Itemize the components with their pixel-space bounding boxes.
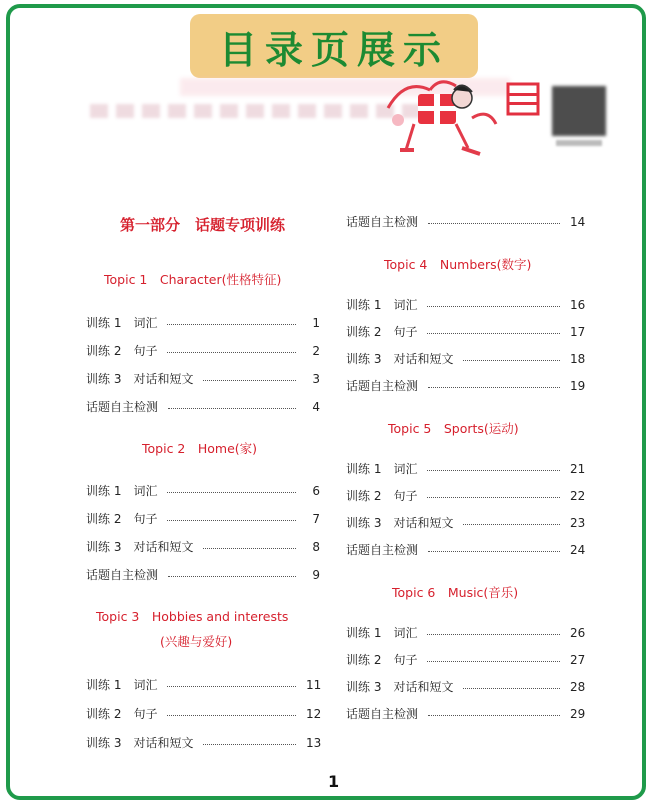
toc-entry-label: 训练 1 词汇 bbox=[86, 316, 158, 330]
toc-entry-label: 训练 3 对话和短文 bbox=[346, 352, 454, 366]
toc-entry[interactable] bbox=[86, 314, 320, 331]
toc-entry-page: 3 bbox=[312, 371, 320, 386]
toc-entry-label: 训练 2 句子 bbox=[346, 489, 418, 503]
toc-entry-label: 话题自主检测 bbox=[346, 543, 419, 557]
toc-entry[interactable] bbox=[86, 482, 320, 499]
toc-entry[interactable] bbox=[86, 398, 320, 415]
toc-entry-page: 29 bbox=[570, 706, 586, 721]
toc-entry[interactable] bbox=[346, 377, 584, 394]
contents-list-icon bbox=[506, 82, 540, 116]
toc-entry-label: 训练 3 对话和短文 bbox=[346, 680, 454, 694]
toc-entry-label: 训练 2 句子 bbox=[346, 325, 418, 339]
toc-entry[interactable] bbox=[346, 323, 584, 340]
toc-entry[interactable] bbox=[86, 370, 320, 387]
toc-entry[interactable] bbox=[346, 705, 584, 722]
toc-entry-page: 11 bbox=[306, 677, 322, 692]
toc-entry-page: 7 bbox=[312, 511, 320, 526]
toc-entry[interactable] bbox=[346, 350, 584, 367]
section-title: 第一部分 话题专项训练 bbox=[120, 216, 286, 234]
toc-entry-page: 23 bbox=[570, 515, 586, 530]
toc-leader-dots bbox=[167, 492, 296, 493]
toc-entry-page: 19 bbox=[570, 378, 586, 393]
toc-entry-page: 22 bbox=[570, 488, 586, 503]
toc-leader-dots bbox=[168, 576, 296, 577]
toc-entry-page: 14 bbox=[570, 214, 586, 229]
toc-leader-dots bbox=[463, 360, 560, 361]
toc-entry-label: 话题自主检测 bbox=[86, 568, 159, 582]
toc-leader-dots bbox=[427, 497, 560, 498]
toc-entry[interactable] bbox=[86, 342, 320, 359]
toc-entry-page: 27 bbox=[570, 652, 586, 667]
toc-entry-label: 训练 1 词汇 bbox=[346, 462, 418, 476]
toc-leader-dots bbox=[168, 408, 296, 409]
banner-title: 目录页展示 bbox=[218, 26, 449, 72]
toc-entry-label: 训练 2 句子 bbox=[86, 512, 158, 526]
toc-entry-page: 12 bbox=[306, 706, 322, 721]
toc-entry-label: 话题自主检测 bbox=[86, 400, 159, 414]
toc-entry-label: 训练 1 词汇 bbox=[86, 678, 158, 692]
page-number: 1 bbox=[328, 772, 340, 791]
toc-entry-page: 28 bbox=[570, 679, 586, 694]
toc-entry[interactable] bbox=[346, 678, 584, 695]
topic-subheading: (兴趣与爱好) bbox=[160, 634, 233, 649]
toc-entry-label: 训练 2 句子 bbox=[346, 653, 418, 667]
toc-entry-page: 26 bbox=[570, 625, 586, 640]
toc-leader-dots bbox=[427, 661, 560, 662]
toc-entry-page: 6 bbox=[312, 483, 320, 498]
toc-entry-label: 训练 3 对话和短文 bbox=[86, 540, 194, 554]
page-frame bbox=[6, 4, 646, 800]
toc-leader-dots bbox=[428, 387, 560, 388]
toc-entry-label: 训练 1 词汇 bbox=[346, 626, 418, 640]
toc-leader-dots bbox=[167, 686, 296, 687]
toc-leader-dots bbox=[167, 520, 296, 521]
toc-entry[interactable] bbox=[86, 676, 320, 693]
toc-entry[interactable] bbox=[86, 734, 320, 751]
toc-entry-page: 4 bbox=[312, 399, 320, 414]
toc-entry-page: 17 bbox=[570, 324, 586, 339]
toc-entry-label: 训练 3 对话和短文 bbox=[346, 516, 454, 530]
toc-entry-label: 话题自主检测 bbox=[346, 707, 419, 721]
toc-entry-page: 18 bbox=[570, 351, 586, 366]
toc-entry-page: 1 bbox=[312, 315, 320, 330]
topic-heading: Topic 4 Numbers(数字) bbox=[384, 257, 532, 272]
toc-leader-dots bbox=[427, 306, 560, 307]
toc-entry[interactable] bbox=[346, 624, 584, 641]
toc-entry-label: 话题自主检测 bbox=[346, 215, 419, 229]
toc-leader-dots bbox=[427, 470, 560, 471]
toc-entry-page: 9 bbox=[312, 567, 320, 582]
toc-entry[interactable] bbox=[346, 213, 584, 230]
topic-heading: Topic 6 Music(音乐) bbox=[392, 585, 519, 600]
toc-leader-dots bbox=[203, 548, 296, 549]
toc-entry-label: 训练 1 词汇 bbox=[346, 298, 418, 312]
toc-entry-page: 8 bbox=[312, 539, 320, 554]
toc-entry-label: 训练 2 句子 bbox=[86, 344, 158, 358]
toc-entry-label: 训练 3 对话和短文 bbox=[86, 736, 194, 750]
toc-entry[interactable] bbox=[346, 296, 584, 313]
toc-entry-page: 2 bbox=[312, 343, 320, 358]
toc-entry[interactable] bbox=[346, 487, 584, 504]
toc-entry-label: 话题自主检测 bbox=[346, 379, 419, 393]
toc-entry-page: 13 bbox=[306, 735, 322, 750]
toc-leader-dots bbox=[463, 524, 560, 525]
topic-heading: Topic 3 Hobbies and interests bbox=[96, 609, 289, 624]
toc-leader-dots bbox=[203, 380, 296, 381]
toc-leader-dots bbox=[427, 333, 560, 334]
toc-entry[interactable] bbox=[86, 510, 320, 527]
toc-leader-dots bbox=[428, 223, 560, 224]
topic-heading: Topic 1 Character(性格特征) bbox=[104, 272, 282, 287]
toc-entry-label: 训练 2 句子 bbox=[86, 707, 158, 721]
toc-entry-page: 24 bbox=[570, 542, 586, 557]
qr-code-icon bbox=[552, 86, 606, 136]
toc-leader-dots bbox=[463, 688, 560, 689]
toc-entry[interactable] bbox=[346, 514, 584, 531]
toc-entry-label: 训练 1 词汇 bbox=[86, 484, 158, 498]
toc-entry-label: 训练 3 对话和短文 bbox=[86, 372, 194, 386]
topic-heading: Topic 5 Sports(运动) bbox=[388, 421, 519, 436]
toc-entry[interactable] bbox=[86, 538, 320, 555]
toc-entry[interactable] bbox=[86, 705, 320, 722]
toc-entry[interactable] bbox=[346, 651, 584, 668]
toc-leader-dots bbox=[428, 715, 560, 716]
toc-entry-page: 21 bbox=[570, 461, 586, 476]
toc-entry[interactable] bbox=[346, 460, 584, 477]
toc-entry[interactable] bbox=[346, 541, 584, 558]
toc-entry-page: 16 bbox=[570, 297, 586, 312]
toc-leader-dots bbox=[427, 634, 560, 635]
toc-leader-dots bbox=[167, 715, 296, 716]
toc-leader-dots bbox=[167, 324, 296, 325]
gift-character-illustration-icon bbox=[370, 68, 510, 158]
toc-entry[interactable] bbox=[86, 566, 320, 583]
topic-heading: Topic 2 Home(家) bbox=[142, 441, 258, 456]
toc-leader-dots bbox=[428, 551, 560, 552]
toc-leader-dots bbox=[167, 352, 296, 353]
toc-leader-dots bbox=[203, 744, 296, 745]
qr-caption bbox=[556, 140, 602, 146]
